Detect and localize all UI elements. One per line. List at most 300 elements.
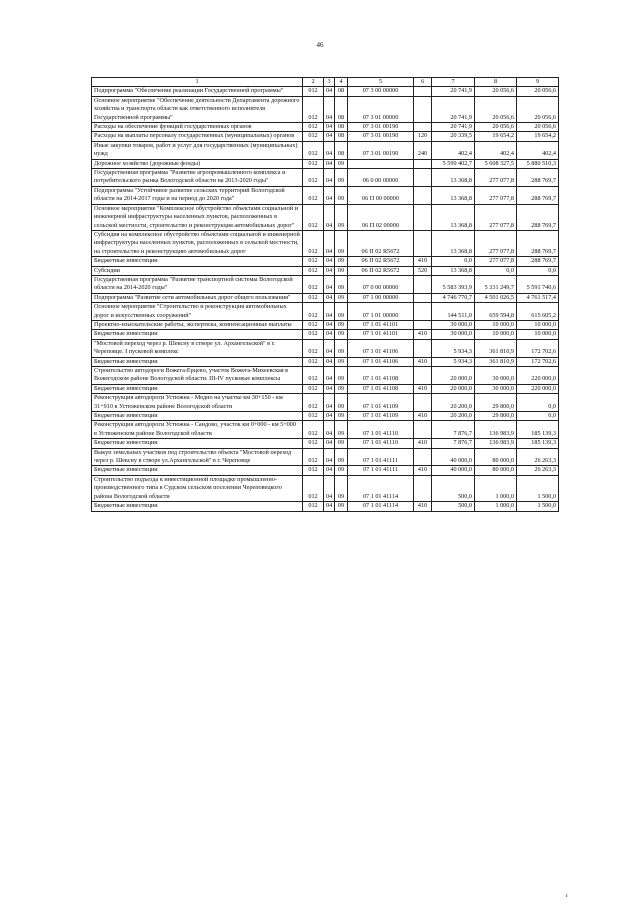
subsection-code-cell: 08 bbox=[335, 87, 348, 96]
amount-col7-cell: 402,4 bbox=[432, 141, 475, 159]
row-name-cell: Строительство подъезда к инвестиционной площадке промышленно-производственного типа в Судском сельском поселении Череповецкого района Вологодской области bbox=[92, 475, 303, 501]
section-code-cell: 04 bbox=[324, 421, 335, 439]
expense-type-cell: 410 bbox=[414, 439, 432, 448]
table-row bbox=[92, 339, 559, 357]
subsection-code-cell: 08 bbox=[335, 123, 348, 132]
expense-type-cell: 410 bbox=[414, 330, 432, 339]
amount-col7-cell: 40 000,0 bbox=[432, 466, 475, 475]
subsection-code-cell: 09 bbox=[335, 169, 348, 187]
section-code-cell: 04 bbox=[324, 230, 335, 256]
target-article-cell: 07 3 00 00000 bbox=[348, 87, 414, 96]
ministry-code-cell: 012 bbox=[303, 204, 324, 230]
target-article-cell: 07 1 01 41106 bbox=[348, 357, 414, 366]
section-code-cell: 04 bbox=[324, 303, 335, 321]
amount-col7-cell: 13 368,8 bbox=[432, 266, 475, 275]
row-name-cell: Бюджетные инвестиции bbox=[92, 357, 303, 366]
amount-col7-cell: 5 599 402,7 bbox=[432, 159, 475, 168]
amount-col7-cell: 20 200,0 bbox=[432, 412, 475, 421]
section-code-cell: 04 bbox=[324, 257, 335, 266]
amount-col8-cell: 277 077,8 bbox=[475, 257, 517, 266]
ministry-code-cell: 012 bbox=[303, 448, 324, 466]
table-row bbox=[92, 169, 559, 187]
row-name-cell: Бюджетные инвестиции bbox=[92, 466, 303, 475]
expense-type-cell bbox=[414, 230, 432, 256]
ministry-code-cell: 012 bbox=[303, 266, 324, 275]
target-article-cell: 07 3 01 00000 bbox=[348, 96, 414, 122]
amount-col8-cell: 277 077,8 bbox=[475, 169, 517, 187]
row-name-cell: Бюджетные инвестиции bbox=[92, 502, 303, 511]
row-name-cell: "Мостовой переход через р. Шексну в створе ул. Архангельской" в г. Череповце. I пусковой комплекс bbox=[92, 339, 303, 357]
table-row bbox=[92, 439, 559, 448]
ministry-code-cell: 012 bbox=[303, 141, 324, 159]
subsection-code-cell: 09 bbox=[335, 230, 348, 256]
section-code-cell: 04 bbox=[324, 320, 335, 329]
table-row bbox=[92, 367, 559, 385]
amount-col7-cell: 5 934,3 bbox=[432, 357, 475, 366]
subsection-code-cell: 09 bbox=[335, 339, 348, 357]
expense-type-cell bbox=[414, 320, 432, 329]
table-row bbox=[92, 357, 559, 366]
amount-col9-cell: 20 056,6 bbox=[517, 96, 559, 122]
amount-col8-cell: 402,4 bbox=[475, 141, 517, 159]
section-code-cell: 04 bbox=[324, 384, 335, 393]
row-name-cell: Основное мероприятие "Комплексное обустройство объектами социальной и инженерной инфраструктуры населенных пунктов, расположенных в сельской местности, строительство и реконструкция автомобильных дорог" bbox=[92, 204, 303, 230]
target-article-cell: 07 3 01 00190 bbox=[348, 141, 414, 159]
target-article-cell: 07 1 00 00000 bbox=[348, 293, 414, 302]
amount-col8-cell: 361 810,9 bbox=[475, 339, 517, 357]
corner-mark: ı bbox=[566, 893, 568, 899]
row-name-cell: Бюджетные инвестиции bbox=[92, 257, 303, 266]
subsection-code-cell: 09 bbox=[335, 204, 348, 230]
target-article-cell: 07 1 01 41109 bbox=[348, 394, 414, 412]
amount-col7-cell: 4 746 770,7 bbox=[432, 293, 475, 302]
section-code-cell: 04 bbox=[324, 448, 335, 466]
amount-col8-cell: 29 800,0 bbox=[475, 412, 517, 421]
row-name-cell: Государственная программа "Развитие агропромышленного комплекса и потребительского рынка Вологодской области на 2013-2020 годы" bbox=[92, 169, 303, 187]
subsection-code-cell: 09 bbox=[335, 257, 348, 266]
amount-col9-cell: 172 702,6 bbox=[517, 339, 559, 357]
expense-type-cell bbox=[414, 339, 432, 357]
ministry-code-cell: 012 bbox=[303, 330, 324, 339]
row-name-cell: Подпрограмма "Устойчивое развитие сельских территорий Вологодской области на 2014-2017 годы и на период до 2020 года" bbox=[92, 186, 303, 204]
section-code-cell: 04 bbox=[324, 275, 335, 293]
ministry-code-cell: 012 bbox=[303, 87, 324, 96]
ministry-code-cell: 012 bbox=[303, 466, 324, 475]
table-row bbox=[92, 186, 559, 204]
amount-col7-cell: 5 934,3 bbox=[432, 339, 475, 357]
table-row bbox=[92, 384, 559, 393]
amount-col8-cell: 5 608 327,5 bbox=[475, 159, 517, 168]
amount-col9-cell: 1 500,0 bbox=[517, 475, 559, 501]
row-name-cell: Проектно-изыскательские работы, экспертизы, компенсационные выплаты bbox=[92, 320, 303, 329]
amount-col9-cell: 220 000,0 bbox=[517, 367, 559, 385]
section-code-cell: 04 bbox=[324, 266, 335, 275]
ministry-code-cell: 012 bbox=[303, 339, 324, 357]
target-article-cell: 06 0 00 00000 bbox=[348, 169, 414, 187]
amount-col8-cell: 30 000,0 bbox=[475, 384, 517, 393]
section-code-cell: 04 bbox=[324, 141, 335, 159]
expense-type-cell bbox=[414, 186, 432, 204]
amount-col8-cell: 0,0 bbox=[475, 266, 517, 275]
table-row bbox=[92, 141, 559, 159]
table-header-row bbox=[92, 78, 559, 87]
target-article-cell: 07 1 01 41108 bbox=[348, 384, 414, 393]
expense-type-cell: 410 bbox=[414, 384, 432, 393]
section-code-cell: 04 bbox=[324, 412, 335, 421]
amount-col8-cell: 277 077,8 bbox=[475, 204, 517, 230]
amount-col9-cell: 20 056,6 bbox=[517, 123, 559, 132]
table-row bbox=[92, 448, 559, 466]
column-header: 8 bbox=[475, 78, 517, 87]
row-name-cell: Выкуп земельных участков под строительство объекта "Мостовой переход через р. Шексну в створе ул.Архангельской" в г. Череповце bbox=[92, 448, 303, 466]
target-article-cell: 07 1 01 41110 bbox=[348, 439, 414, 448]
table-row bbox=[92, 502, 559, 511]
target-article-cell: 06 П 02 00000 bbox=[348, 204, 414, 230]
row-name-cell: Основное мероприятие "Строительство и реконструкция автомобильных дорог и искусственных сооружений" bbox=[92, 303, 303, 321]
expense-type-cell bbox=[414, 204, 432, 230]
amount-col7-cell: 20 741,9 bbox=[432, 87, 475, 96]
ministry-code-cell: 012 bbox=[303, 412, 324, 421]
budget-table bbox=[91, 77, 559, 512]
amount-col7-cell: 30 000,0 bbox=[432, 330, 475, 339]
row-name-cell: Подпрограмма "Развитие сети автомобильных дорог общего пользования" bbox=[92, 293, 303, 302]
amount-col9-cell: 288 769,7 bbox=[517, 230, 559, 256]
amount-col8-cell: 277 077,8 bbox=[475, 230, 517, 256]
expense-type-cell: 410 bbox=[414, 357, 432, 366]
row-name-cell: Бюджетные инвестиции bbox=[92, 330, 303, 339]
row-name-cell: Субсидии bbox=[92, 266, 303, 275]
expense-type-cell bbox=[414, 394, 432, 412]
amount-col8-cell: 80 000,0 bbox=[475, 466, 517, 475]
section-code-cell: 04 bbox=[324, 123, 335, 132]
ministry-code-cell: 012 bbox=[303, 357, 324, 366]
table-row bbox=[92, 204, 559, 230]
amount-col9-cell: 288 769,7 bbox=[517, 186, 559, 204]
section-code-cell: 04 bbox=[324, 293, 335, 302]
ministry-code-cell: 012 bbox=[303, 320, 324, 329]
amount-col9-cell: 402,4 bbox=[517, 141, 559, 159]
column-header: 9 bbox=[517, 78, 559, 87]
amount-col7-cell: 0,0 bbox=[432, 257, 475, 266]
target-article-cell: 07 3 01 00190 bbox=[348, 123, 414, 132]
table-row bbox=[92, 96, 559, 122]
ministry-code-cell: 012 bbox=[303, 439, 324, 448]
table-row bbox=[92, 330, 559, 339]
target-article-cell: 07 3 01 00190 bbox=[348, 132, 414, 141]
column-header: 7 bbox=[432, 78, 475, 87]
amount-col7-cell: 7 876,7 bbox=[432, 439, 475, 448]
expense-type-cell: 410 bbox=[414, 502, 432, 511]
amount-col8-cell: 20 056,6 bbox=[475, 96, 517, 122]
amount-col8-cell: 20 056,6 bbox=[475, 123, 517, 132]
amount-col9-cell: 0,0 bbox=[517, 412, 559, 421]
section-code-cell: 04 bbox=[324, 169, 335, 187]
subsection-code-cell: 09 bbox=[335, 303, 348, 321]
target-article-cell: 07 1 01 41101 bbox=[348, 330, 414, 339]
target-article-cell: 06 П 02 R5672 bbox=[348, 266, 414, 275]
expense-type-cell bbox=[414, 169, 432, 187]
amount-col7-cell: 13 368,8 bbox=[432, 169, 475, 187]
amount-col7-cell: 13 368,8 bbox=[432, 230, 475, 256]
amount-col8-cell: 1 000,0 bbox=[475, 502, 517, 511]
row-name-cell: Реконструкция автодороги Устюжна - Модно на участке км 30+150 - км 31+910 в Устюженском районе Вологодской области bbox=[92, 394, 303, 412]
section-code-cell: 04 bbox=[324, 367, 335, 385]
row-name-cell: Государственная программа "Развитие транспортной системы Вологодской области на 2014-2020 годы" bbox=[92, 275, 303, 293]
amount-col9-cell: 5 880 510,3 bbox=[517, 159, 559, 168]
amount-col8-cell: 10 000,0 bbox=[475, 320, 517, 329]
ministry-code-cell: 012 bbox=[303, 394, 324, 412]
amount-col7-cell: 500,0 bbox=[432, 475, 475, 501]
amount-col7-cell: 40 000,0 bbox=[432, 448, 475, 466]
ministry-code-cell: 012 bbox=[303, 502, 324, 511]
row-name-cell: Бюджетные инвестиции bbox=[92, 384, 303, 393]
amount-col7-cell: 20 339,5 bbox=[432, 132, 475, 141]
amount-col9-cell: 1 500,0 bbox=[517, 502, 559, 511]
subsection-code-cell: 09 bbox=[335, 439, 348, 448]
amount-col8-cell: 30 000,0 bbox=[475, 367, 517, 385]
expense-type-cell bbox=[414, 448, 432, 466]
subsection-code-cell: 09 bbox=[335, 266, 348, 275]
amount-col7-cell: 5 583 393,9 bbox=[432, 275, 475, 293]
table-row bbox=[92, 123, 559, 132]
row-name-cell: Основное мероприятие "Обеспечение деятельности Департамента дорожного хозяйства и транспорта области как ответственного исполнителя Государственной программы" bbox=[92, 96, 303, 122]
expense-type-cell bbox=[414, 303, 432, 321]
expense-type-cell bbox=[414, 421, 432, 439]
ministry-code-cell: 012 bbox=[303, 230, 324, 256]
expense-type-cell bbox=[414, 293, 432, 302]
target-article-cell: 07 1 01 41114 bbox=[348, 502, 414, 511]
amount-col8-cell: 4 501 026,5 bbox=[475, 293, 517, 302]
subsection-code-cell: 09 bbox=[335, 466, 348, 475]
target-article-cell: 07 1 01 41109 bbox=[348, 412, 414, 421]
amount-col9-cell: 4 761 517,4 bbox=[517, 293, 559, 302]
expense-type-cell: 410 bbox=[414, 257, 432, 266]
column-header: 5 bbox=[348, 78, 414, 87]
column-header: 3 bbox=[324, 78, 335, 87]
table-row bbox=[92, 159, 559, 168]
subsection-code-cell: 09 bbox=[335, 394, 348, 412]
subsection-code-cell: 09 bbox=[335, 448, 348, 466]
amount-col9-cell: 26 263,3 bbox=[517, 466, 559, 475]
expense-type-cell bbox=[414, 123, 432, 132]
expense-type-cell bbox=[414, 96, 432, 122]
row-name-cell: Бюджетные инвестиции bbox=[92, 439, 303, 448]
section-code-cell: 04 bbox=[324, 96, 335, 122]
section-code-cell: 04 bbox=[324, 159, 335, 168]
subsection-code-cell: 08 bbox=[335, 96, 348, 122]
table-row bbox=[92, 320, 559, 329]
ministry-code-cell: 012 bbox=[303, 303, 324, 321]
ministry-code-cell: 012 bbox=[303, 169, 324, 187]
table-row bbox=[92, 412, 559, 421]
amount-col9-cell: 26 263,3 bbox=[517, 448, 559, 466]
column-header: 1 bbox=[92, 78, 303, 87]
table-row bbox=[92, 275, 559, 293]
target-article-cell: 07 1 01 41111 bbox=[348, 448, 414, 466]
column-header: 2 bbox=[303, 78, 324, 87]
target-article-cell: 07 1 01 41110 bbox=[348, 421, 414, 439]
target-article-cell: 07 0 00 00000 bbox=[348, 275, 414, 293]
amount-col7-cell: 30 000,0 bbox=[432, 320, 475, 329]
row-name-cell: Подпрограмма "Обеспечение реализации Государственной программы" bbox=[92, 87, 303, 96]
table-row bbox=[92, 475, 559, 501]
expense-type-cell bbox=[414, 275, 432, 293]
column-header: 4 bbox=[335, 78, 348, 87]
table-row bbox=[92, 87, 559, 96]
amount-col9-cell: 288 769,7 bbox=[517, 257, 559, 266]
amount-col9-cell: 19 654,2 bbox=[517, 132, 559, 141]
row-name-cell: Бюджетные инвестиции bbox=[92, 412, 303, 421]
section-code-cell: 04 bbox=[324, 132, 335, 141]
section-code-cell: 04 bbox=[324, 204, 335, 230]
subsection-code-cell: 09 bbox=[335, 502, 348, 511]
subsection-code-cell: 09 bbox=[335, 275, 348, 293]
expense-type-cell bbox=[414, 159, 432, 168]
subsection-code-cell: 08 bbox=[335, 132, 348, 141]
subsection-code-cell: 09 bbox=[335, 475, 348, 501]
amount-col9-cell: 5 591 740,6 bbox=[517, 275, 559, 293]
amount-col9-cell: 10 000,0 bbox=[517, 330, 559, 339]
subsection-code-cell: 09 bbox=[335, 367, 348, 385]
row-name-cell: Реконструкция автодороги Устюжна - Сандово, участок км 0+000 - км 5+000 в Устюженском районе Вологодской области bbox=[92, 421, 303, 439]
section-code-cell: 04 bbox=[324, 357, 335, 366]
page-number: 46 bbox=[316, 41, 324, 49]
amount-col7-cell: 20 741,9 bbox=[432, 123, 475, 132]
target-article-cell: 07 1 01 41114 bbox=[348, 475, 414, 501]
target-article-cell: 06 П 00 00000 bbox=[348, 186, 414, 204]
amount-col9-cell: 185 139,3 bbox=[517, 439, 559, 448]
amount-col9-cell: 288 769,7 bbox=[517, 169, 559, 187]
amount-col9-cell: 288 769,7 bbox=[517, 204, 559, 230]
target-article-cell: 06 П 02 R5672 bbox=[348, 257, 414, 266]
amount-col7-cell: 13 368,8 bbox=[432, 204, 475, 230]
expense-type-cell: 520 bbox=[414, 266, 432, 275]
table-row bbox=[92, 230, 559, 256]
target-article-cell: 07 1 01 41101 bbox=[348, 320, 414, 329]
row-name-cell: Иные закупки товаров, работ и услуг для государственных (муниципальных) нужд bbox=[92, 141, 303, 159]
amount-col7-cell: 7 876,7 bbox=[432, 421, 475, 439]
amount-col8-cell: 29 800,0 bbox=[475, 394, 517, 412]
target-article-cell: 06 П 02 R5672 bbox=[348, 230, 414, 256]
column-header: 6 bbox=[414, 78, 432, 87]
ministry-code-cell: 012 bbox=[303, 186, 324, 204]
ministry-code-cell: 012 bbox=[303, 96, 324, 122]
amount-col8-cell: 361 810,9 bbox=[475, 357, 517, 366]
subsection-code-cell: 09 bbox=[335, 357, 348, 366]
amount-col8-cell: 10 000,0 bbox=[475, 330, 517, 339]
expense-type-cell bbox=[414, 87, 432, 96]
subsection-code-cell: 09 bbox=[335, 330, 348, 339]
target-article-cell bbox=[348, 159, 414, 168]
table-row bbox=[92, 303, 559, 321]
amount-col7-cell: 144 511,0 bbox=[432, 303, 475, 321]
section-code-cell: 04 bbox=[324, 394, 335, 412]
table-row bbox=[92, 266, 559, 275]
amount-col9-cell: 220 000,0 bbox=[517, 384, 559, 393]
ministry-code-cell: 012 bbox=[303, 257, 324, 266]
ministry-code-cell: 012 bbox=[303, 384, 324, 393]
amount-col9-cell: 0,0 bbox=[517, 266, 559, 275]
ministry-code-cell: 012 bbox=[303, 367, 324, 385]
ministry-code-cell: 012 bbox=[303, 159, 324, 168]
section-code-cell: 04 bbox=[324, 87, 335, 96]
amount-col9-cell: 0,0 bbox=[517, 394, 559, 412]
ministry-code-cell: 012 bbox=[303, 421, 324, 439]
amount-col8-cell: 659 594,8 bbox=[475, 303, 517, 321]
section-code-cell: 04 bbox=[324, 502, 335, 511]
expense-type-cell bbox=[414, 367, 432, 385]
amount-col8-cell: 1 000,0 bbox=[475, 475, 517, 501]
expense-type-cell: 120 bbox=[414, 132, 432, 141]
table-row bbox=[92, 257, 559, 266]
amount-col7-cell: 20 000,0 bbox=[432, 384, 475, 393]
section-code-cell: 04 bbox=[324, 475, 335, 501]
section-code-cell: 04 bbox=[324, 466, 335, 475]
amount-col8-cell: 20 056,6 bbox=[475, 87, 517, 96]
amount-col8-cell: 136 983,9 bbox=[475, 439, 517, 448]
expense-type-cell: 240 bbox=[414, 141, 432, 159]
amount-col7-cell: 20 200,0 bbox=[432, 394, 475, 412]
row-name-cell: Субсидия на комплексное обустройство объектами социальной и инженерной инфраструктуры населенных пунктов, расположенных в сельской местности, на строительство и реконструкцию автомобильных дорог bbox=[92, 230, 303, 256]
expense-type-cell: 410 bbox=[414, 412, 432, 421]
amount-col9-cell: 185 139,3 bbox=[517, 421, 559, 439]
table-body bbox=[92, 87, 559, 511]
row-name-cell: Строительство автодороги Вожега-Ерцево, участок Вожега-Михеевская в Вожегодском районе Вологодской области. III-IV пусковые комплексы bbox=[92, 367, 303, 385]
subsection-code-cell: 09 bbox=[335, 186, 348, 204]
ministry-code-cell: 012 bbox=[303, 123, 324, 132]
subsection-code-cell: 09 bbox=[335, 421, 348, 439]
table-row bbox=[92, 466, 559, 475]
amount-col8-cell: 5 331 249,7 bbox=[475, 275, 517, 293]
expense-type-cell bbox=[414, 475, 432, 501]
section-code-cell: 04 bbox=[324, 339, 335, 357]
subsection-code-cell: 09 bbox=[335, 159, 348, 168]
amount-col9-cell: 20 056,6 bbox=[517, 87, 559, 96]
ministry-code-cell: 012 bbox=[303, 293, 324, 302]
amount-col8-cell: 136 983,9 bbox=[475, 421, 517, 439]
subsection-code-cell: 09 bbox=[335, 293, 348, 302]
target-article-cell: 07 1 01 00000 bbox=[348, 303, 414, 321]
subsection-code-cell: 09 bbox=[335, 412, 348, 421]
subsection-code-cell: 08 bbox=[335, 141, 348, 159]
section-code-cell: 04 bbox=[324, 186, 335, 204]
amount-col7-cell: 500,0 bbox=[432, 502, 475, 511]
table-row bbox=[92, 132, 559, 141]
amount-col9-cell: 615 605,2 bbox=[517, 303, 559, 321]
target-article-cell: 07 1 01 41111 bbox=[348, 466, 414, 475]
ministry-code-cell: 012 bbox=[303, 132, 324, 141]
section-code-cell: 04 bbox=[324, 439, 335, 448]
amount-col8-cell: 80 000,0 bbox=[475, 448, 517, 466]
table-row bbox=[92, 293, 559, 302]
amount-col9-cell: 172 702,6 bbox=[517, 357, 559, 366]
amount-col9-cell: 10 000,0 bbox=[517, 320, 559, 329]
target-article-cell: 07 1 01 41106 bbox=[348, 339, 414, 357]
table-row bbox=[92, 394, 559, 412]
subsection-code-cell: 09 bbox=[335, 384, 348, 393]
section-code-cell: 04 bbox=[324, 330, 335, 339]
row-name-cell: Расходы на обеспечение функций государственных органов bbox=[92, 123, 303, 132]
amount-col8-cell: 19 654,2 bbox=[475, 132, 517, 141]
target-article-cell: 07 1 01 41108 bbox=[348, 367, 414, 385]
subsection-code-cell: 09 bbox=[335, 320, 348, 329]
ministry-code-cell: 012 bbox=[303, 475, 324, 501]
table-row bbox=[92, 421, 559, 439]
row-name-cell: Дорожное хозяйство (дорожные фонды) bbox=[92, 159, 303, 168]
amount-col8-cell: 277 077,8 bbox=[475, 186, 517, 204]
expense-type-cell: 410 bbox=[414, 466, 432, 475]
row-name-cell: Расходы на выплаты персоналу государственных (муниципальных) органов bbox=[92, 132, 303, 141]
